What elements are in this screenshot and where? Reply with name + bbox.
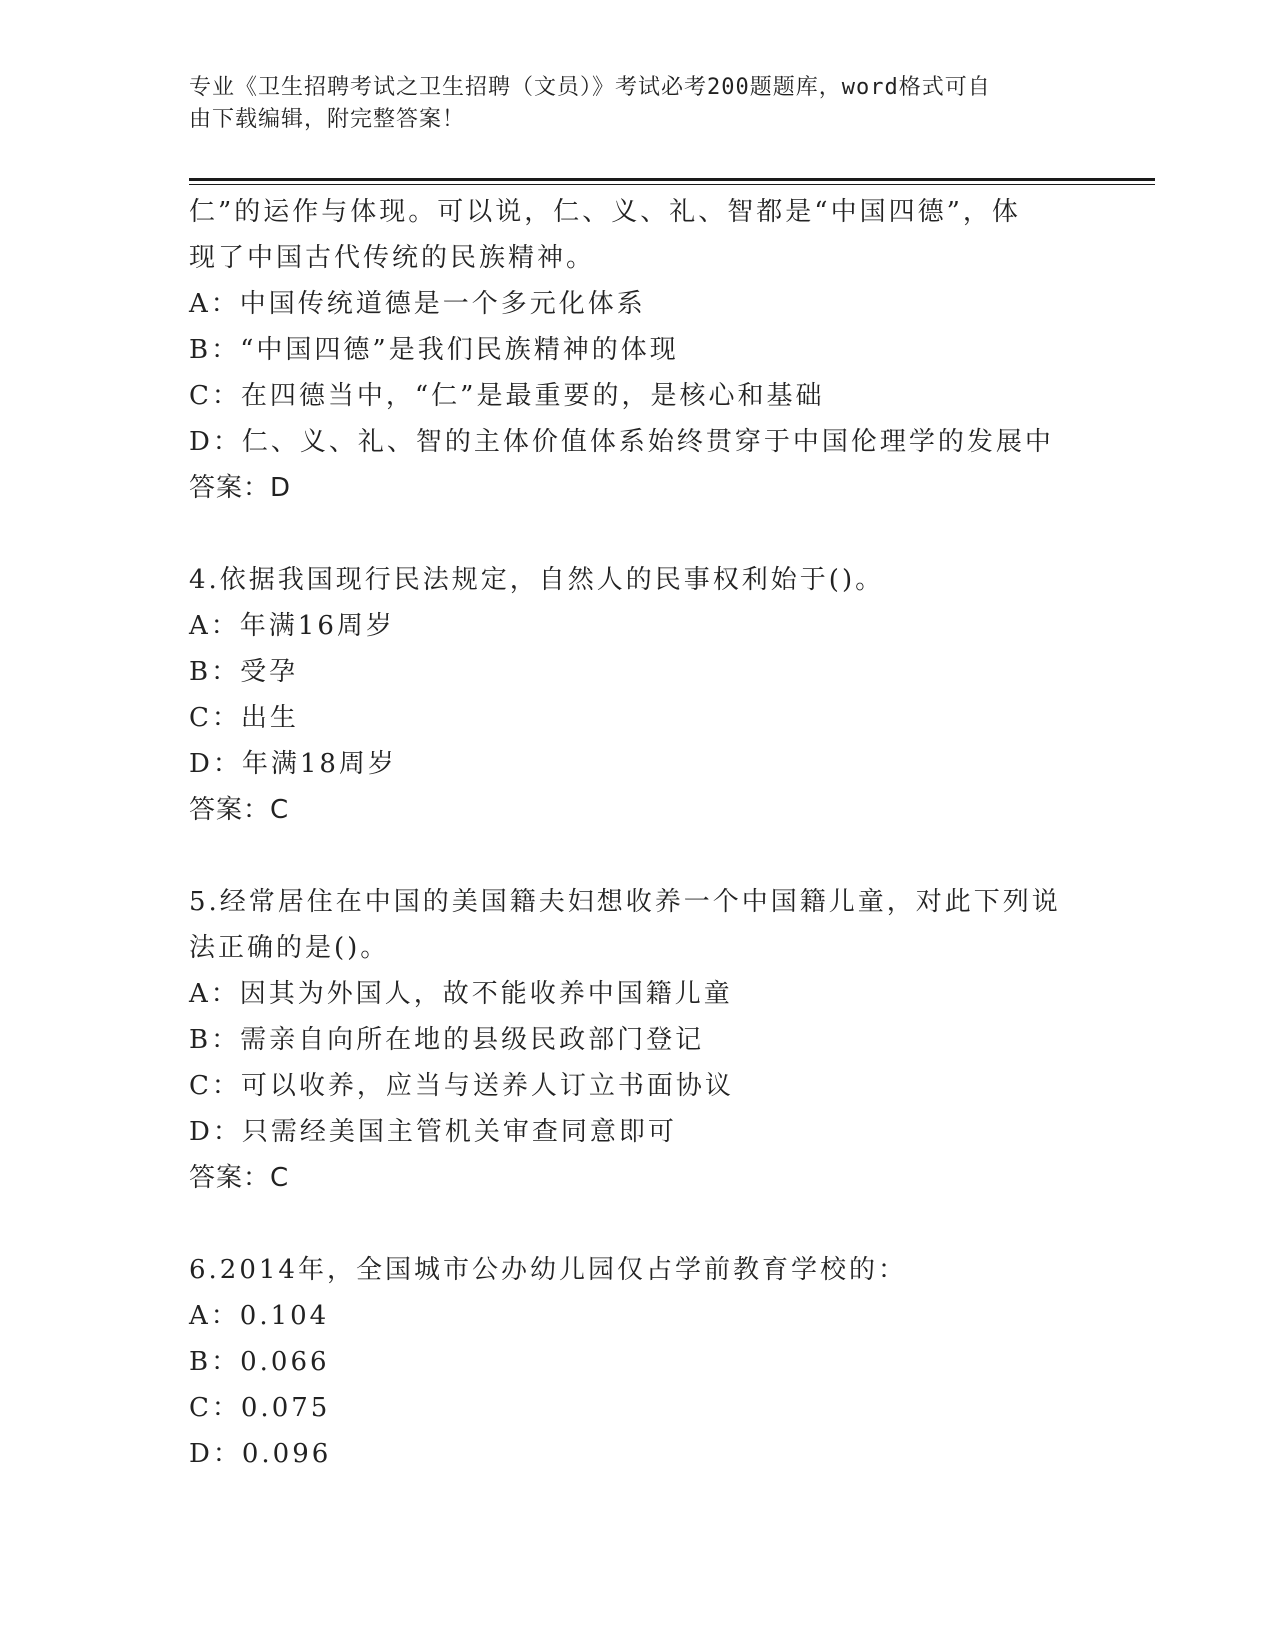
question-stem: 5.经常居住在中国的美国籍夫妇想收养一个中国籍儿童，对此下列说 xyxy=(189,887,1061,917)
question-list xyxy=(189,189,1089,1477)
option-b: B：需亲自向所在地的县级民政部门登记 xyxy=(189,1025,705,1055)
option-b: B：0.066 xyxy=(189,1347,330,1377)
option-b: B：受孕 xyxy=(189,657,299,687)
header-title-line-2: 由下载编辑，附完整答案！ xyxy=(189,107,466,132)
option-b: B：“中国四德”是我们民族精神的体现 xyxy=(189,335,679,365)
option-a: A：中国传统道德是一个多元化体系 xyxy=(189,289,646,319)
option-c: C：出生 xyxy=(189,703,299,733)
header-divider-thick xyxy=(189,178,1155,181)
option-c: C：可以收养，应当与送养人订立书面协议 xyxy=(189,1071,734,1101)
question-3 xyxy=(189,189,1089,511)
option-a: A：年满16周岁 xyxy=(189,611,395,641)
option-c: C：在四德当中，“仁”是最重要的，是核心和基础 xyxy=(189,381,825,411)
question-stem: 4.依据我国现行民法规定，自然人的民事权利始于()。 xyxy=(189,565,885,595)
question-5 xyxy=(189,879,1089,1201)
question-stem: 6.2014年，全国城市公办幼儿园仅占学前教育学校的： xyxy=(189,1255,907,1285)
question-4 xyxy=(189,557,1089,833)
answer-line: 答案：C xyxy=(189,1163,290,1193)
option-c: C：0.075 xyxy=(189,1393,331,1423)
option-a: A：因其为外国人，故不能收养中国籍儿童 xyxy=(189,979,733,1009)
option-a: A：0.104 xyxy=(189,1301,330,1331)
option-d: D：只需经美国主管机关审查同意即可 xyxy=(189,1117,677,1147)
answer-line: 答案：C xyxy=(189,795,290,825)
spacer xyxy=(189,1201,1089,1247)
header-title-line-1: 专业《卫生招聘考试之卫生招聘（文员）》考试必考200题题库，word格式可自 xyxy=(189,75,991,100)
spacer xyxy=(189,511,1089,557)
answer-line: 答案：D xyxy=(189,473,292,503)
option-d: D：仁、义、礼、智的主体价值体系始终贯穿于中国伦理学的发展中 xyxy=(189,427,1054,457)
spacer xyxy=(189,833,1089,879)
option-d: D：年满18周岁 xyxy=(189,749,397,779)
question-stem-continuation: 仁”的运作与体现。可以说，仁、义、礼、智都是“中国四德”，体 xyxy=(189,197,1021,227)
question-stem: 法正确的是()。 xyxy=(189,933,390,963)
document-header xyxy=(189,72,1069,136)
option-d: D：0.096 xyxy=(189,1439,332,1469)
question-6 xyxy=(189,1247,1089,1477)
question-stem-continuation: 现了中国古代传统的民族精神。 xyxy=(189,243,596,273)
header-divider-thin xyxy=(189,184,1155,185)
